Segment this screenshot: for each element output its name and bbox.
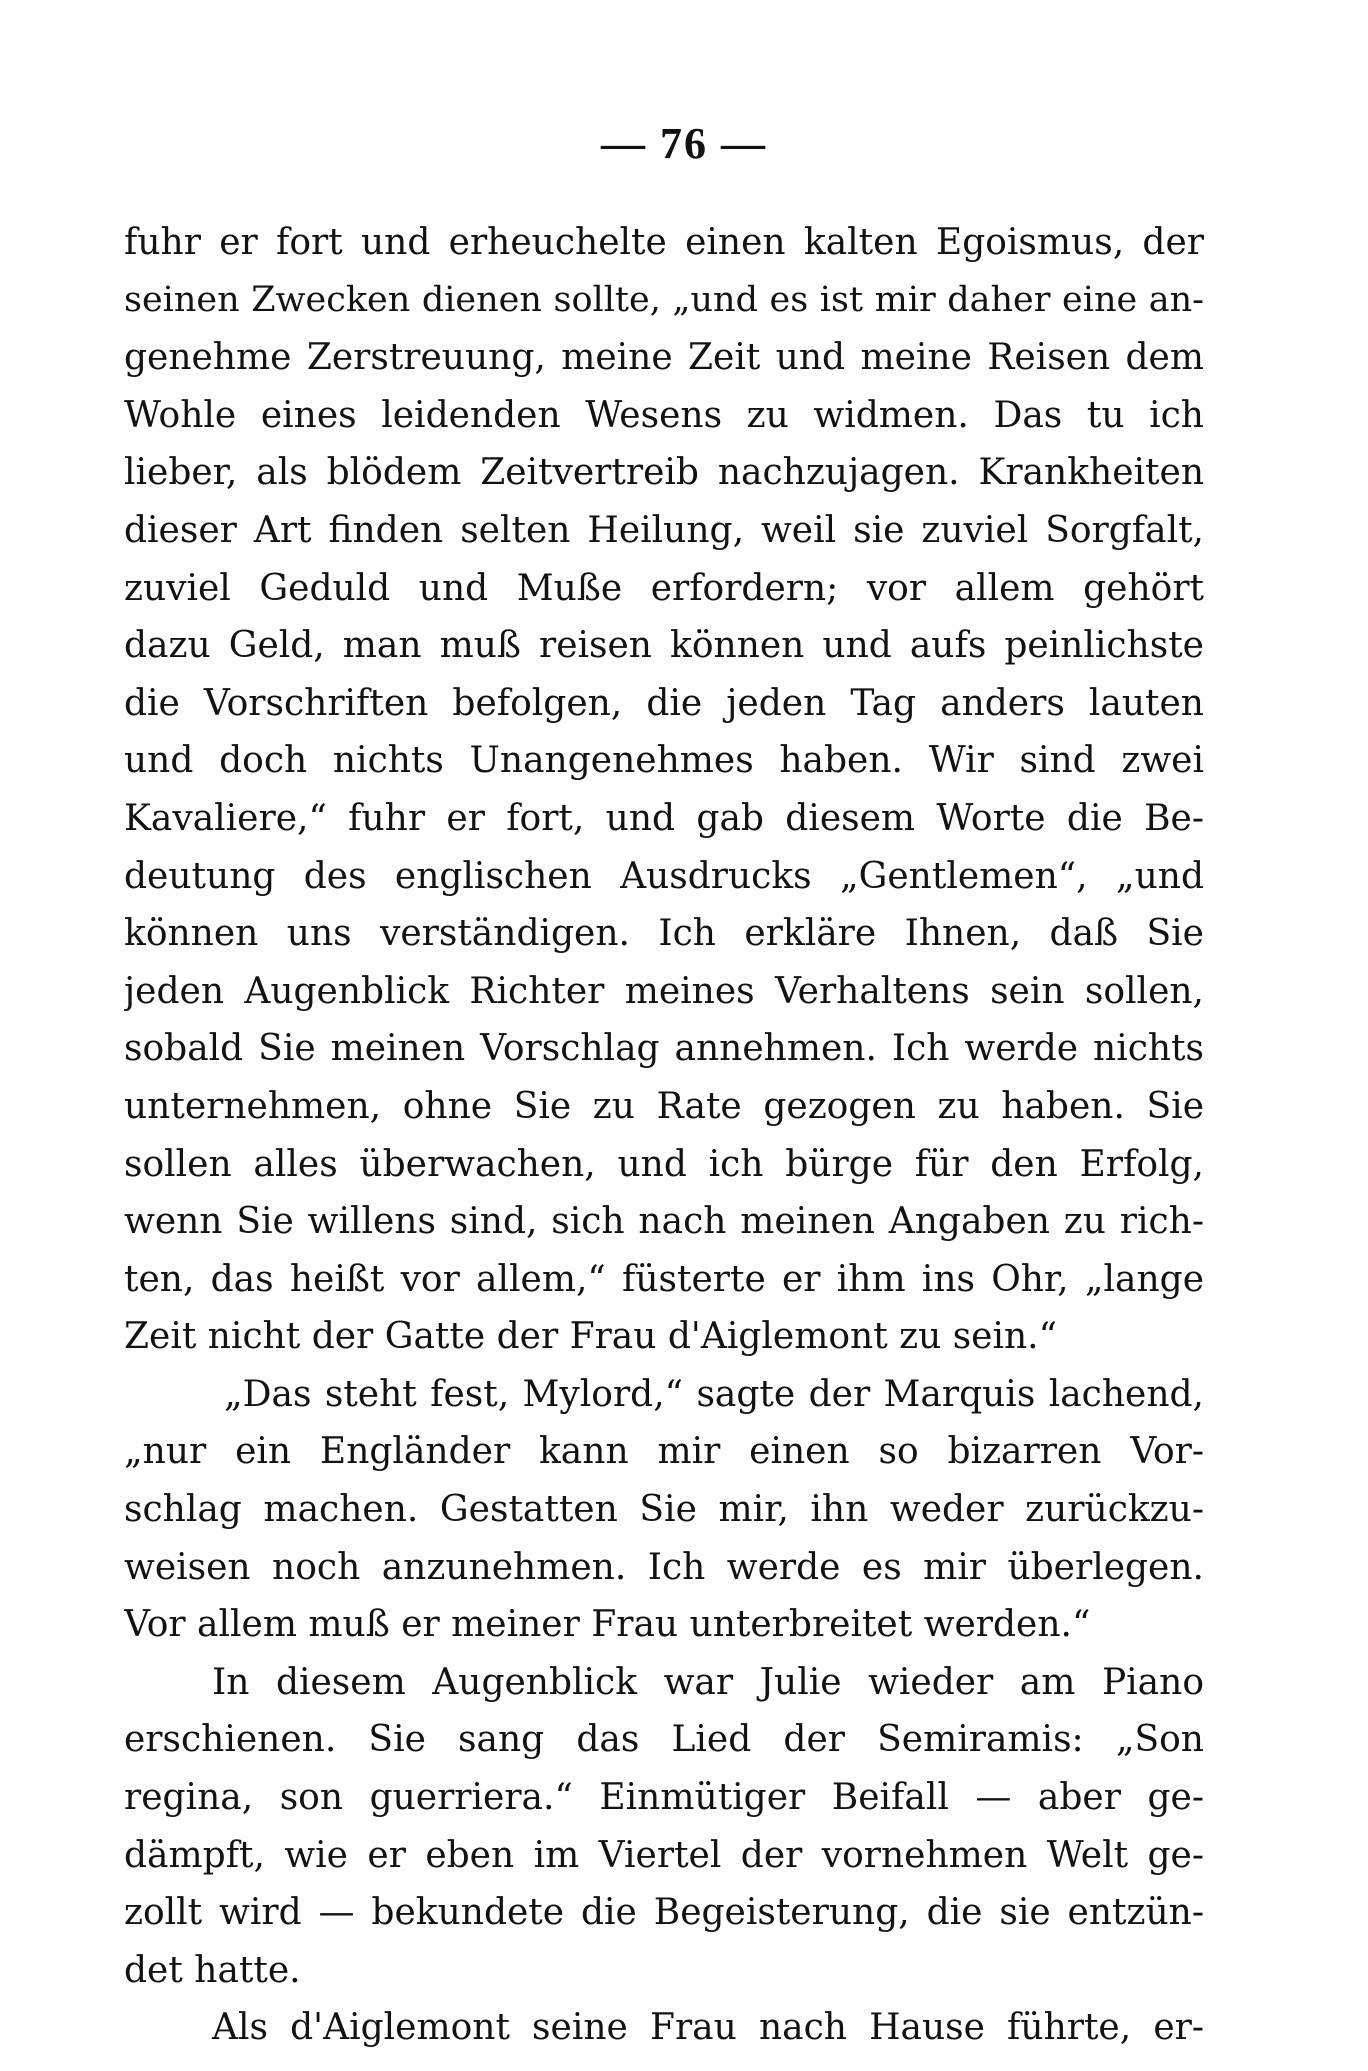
text-line-8: dazu Geld, man muß reisen können und aufs peinlichste [124,625,1204,667]
text-line-32: Als d'Aiglemont seine Frau nach Hause führte, er- [212,2007,1204,2049]
text-line-24: weisen noch anzunehmen. Ich werde es mir überlegen. [124,1546,1204,1588]
text-line-28: regina, son guerriera.“ Einmütiger Beifall — aber ge- [124,1777,1204,1819]
text-line-20: Zeit nicht der Gatte der Frau d'Aiglemont zu sein.“ [124,1316,1058,1358]
text-line-26: In diesem Augenblick war Julie wieder am Piano [212,1661,1204,1703]
text-line-13: können uns verständigen. Ich erkläre Ihnen, daß Sie [124,913,1204,955]
text-line-2: seinen Zwecken dienen sollte, „und es ist mir daher eine an- [124,279,1204,320]
text-line-29: dämpft, wie er eben im Viertel der vornehmen Welt ge- [124,1834,1204,1876]
text-line-18: wenn Sie willens sind, sich nach meinen Angaben zu rich- [124,1201,1204,1243]
text-line-25: Vor allem muß er meiner Frau unterbreitet werden.“ [124,1604,1091,1646]
text-line-19: ten, das heißt vor allem,“ füsterte er ihm ins Ohr, „lange [124,1258,1204,1300]
text-line-12: deutung des englischen Ausdrucks „Gentlemen“, „und [124,855,1204,897]
text-line-10: und doch nichts Unangenehmes haben. Wir sind zwei [124,740,1204,782]
text-line-27: erschienen. Sie sang das Lied der Semiramis: „Son [124,1719,1204,1761]
text-line-14: jeden Augenblick Richter meines Verhaltens sein sollen, [124,970,1204,1012]
body-text [124,214,1204,2057]
text-line-9: die Vorschriften befolgen, die jeden Tag anders lauten [124,682,1204,724]
text-line-17: sollen alles überwachen, und ich bürge für den Erfolg, [124,1143,1204,1185]
text-line-22: „nur ein Engländer kann mir einen so bizarren Vor- [124,1431,1204,1473]
text-line-21: „Das steht fest, Mylord,“ sagte der Marquis lachend, [224,1373,1204,1415]
text-line-31: det hatte. [124,1949,301,1991]
text-line-6: dieser Art finden selten Heilung, weil sie zuviel Sorgfalt, [124,509,1204,551]
page-number: — 76 — [601,119,767,168]
text-line-1: fuhr er fort und erheuchelte einen kalten Egoismus, der [124,222,1204,263]
text-line-7: zuviel Geduld und Muße erfordern; vor allem gehört [124,567,1204,609]
text-line-4: Wohle eines leidenden Wesens zu widmen. Das tu ich [124,394,1204,436]
text-line-11: Kavaliere,“ fuhr er fort, und gab diesem Worte die Be- [124,797,1204,839]
text-line-23: schlag machen. Gestatten Sie mir, ihn weder zurückzu- [124,1489,1204,1531]
text-line-5: lieber, als blödem Zeitvertreib nachzujagen. Krankheiten [124,452,1204,494]
text-line-16: unternehmen, ohne Sie zu Rate gezogen zu haben. Sie [124,1085,1204,1127]
text-line-3: genehme Zerstreuung, meine Zeit und meine Reisen dem [124,337,1204,379]
text-line-30: zollt wird — bekundete die Begeisterung, die sie entzün- [124,1892,1204,1934]
text-line-15: sobald Sie meinen Vorschlag annehmen. Ich werde nichts [124,1028,1204,1070]
